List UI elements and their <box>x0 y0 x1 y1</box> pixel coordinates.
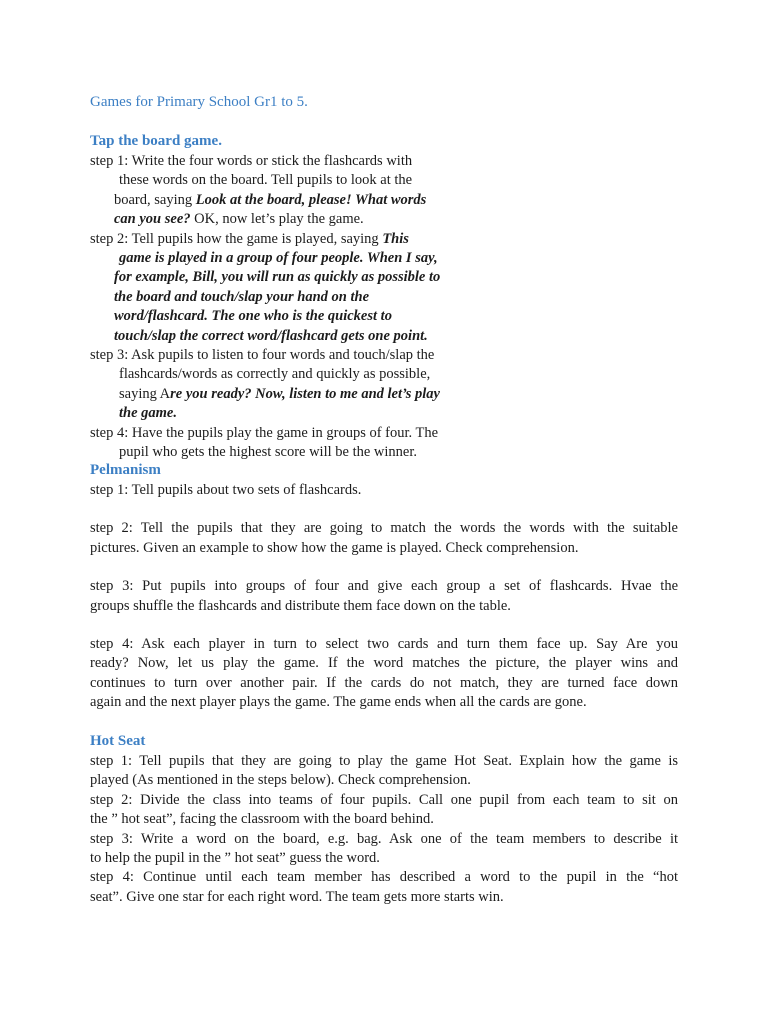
pelmanism-step-4-line-2: ready? Now, let us play the game. If the word matches the picture, the player wins and <box>90 655 678 672</box>
hot-seat-step-3 <box>90 830 678 869</box>
hot-seat-step-3-line-1: step 3: Write a word on the board, e.g. bag. Ask one of the team members to describe it <box>90 830 678 847</box>
hot-seat-step-1-line-1: step 1: Tell pupils that they are going to play the game Hot Seat. Explain how the game is <box>90 753 678 769</box>
pelmanism-step-1: step 1: Tell pupils about two sets of flashcards. <box>90 482 362 498</box>
tap-step-3-line-4: the game. <box>119 405 177 422</box>
tap-step-2 <box>90 230 678 346</box>
tap-step-1-quote-end: can you see? <box>114 211 191 228</box>
pelmanism-step-4-line-1: step 4: Ask each player in turn to select two cards and turn them face up. Say Are you <box>90 636 678 653</box>
hot-seat-step-4 <box>90 868 678 907</box>
hot-seat-step-1 <box>90 752 678 791</box>
pelmanism-step-2-line-1: step 2: Tell the pupils that they are going to match the words the words with the suitable <box>90 520 678 537</box>
tap-step-3-quote: re you ready? Now, listen to me and let’s play <box>170 385 440 402</box>
tap-step-2-line-4: the board and touch/slap your hand on the <box>114 288 370 305</box>
tap-step-2-line-2: game is played in a group of four people. When I say, <box>119 250 438 267</box>
tap-step-4-line-2: pupil who gets the highest score will be the winner. <box>119 444 418 461</box>
heading-tap-the-board: Tap the board game. <box>90 133 222 149</box>
tap-step-2-quote-start: This <box>382 230 409 247</box>
tap-step-2-text: step 2: Tell pupils how the game is played, saying <box>90 230 383 247</box>
tap-step-2-line-6: touch/slap the correct word/flashcard gets one point. <box>114 327 428 344</box>
pelmanism-step-4 <box>90 635 678 713</box>
tap-step-1-quote: Look at the board, please! What words <box>195 191 427 208</box>
tap-step-3-text: saying A <box>119 385 171 402</box>
tap-step-1-line-4 <box>90 210 678 229</box>
tap-step-2-line-5: word/flashcard. The one who is the quickest to <box>114 308 392 325</box>
hot-seat-step-2-line-1: step 2: Divide the class into teams of four pupils. Call one pupil from each team to sit on <box>90 791 678 808</box>
hot-seat-step-4-line-1: step 4: Continue until each team member has described a word to the pupil in the “hot <box>90 869 678 886</box>
heading-hot-seat: Hot Seat <box>90 733 146 749</box>
tap-step-1-text: board, saying <box>114 191 196 208</box>
pelmanism-step-3 <box>90 577 678 616</box>
heading-pelmanism: Pelmanism <box>90 462 161 478</box>
tap-step-4-line-1: step 4: Have the pupils play the game in groups of four. The <box>90 424 439 441</box>
tap-step-2-line-1 <box>90 230 678 249</box>
hot-seat-step-2-line-2: the ” hot seat”, facing the classroom with the board behind. <box>90 811 434 828</box>
section-tap-the-board <box>90 152 678 463</box>
hot-seat-step-3-line-2: to help the pupil in the ” hot seat” guess the word. <box>90 850 380 867</box>
pelmanism-step-4-line-3: continues to turn over another pair. If the cards do not match, they are turned face down <box>90 674 678 691</box>
section-pelmanism <box>90 481 678 713</box>
tap-step-3-line-1: step 3: Ask pupils to listen to four words and touch/slap the <box>90 347 435 364</box>
hot-seat-step-1-line-2: played (As mentioned in the steps below). Check comprehension. <box>90 772 471 789</box>
pelmanism-step-4-line-4: again and the next player plays the game. The game ends when all the cards are gone. <box>90 694 587 711</box>
tap-step-1-line-2: these words on the board. Tell pupils to look at the <box>119 172 413 189</box>
tap-step-1-line-1: step 1: Write the four words or stick the flashcards with <box>90 153 413 169</box>
pelmanism-step-2 <box>90 519 678 558</box>
hot-seat-step-4-line-2: seat”. Give one star for each right word. The team gets more starts win. <box>90 888 504 905</box>
tap-step-2-line-3: for example, Bill, you will run as quickly as possible to <box>114 269 441 286</box>
tap-step-1 <box>90 152 678 230</box>
pelmanism-step-3-line-1: step 3: Put pupils into groups of four and give each group a set of flashcards. Hvae the <box>90 578 678 595</box>
tap-step-3 <box>90 346 678 424</box>
pelmanism-step-3-line-2: groups shuffle the flashcards and distribute them face down on the table. <box>90 597 511 614</box>
document-title: Games for Primary School Gr1 to 5. <box>90 94 308 110</box>
tap-step-1-line-3 <box>90 191 678 210</box>
pelmanism-step-2-line-2: pictures. Given an example to show how the game is played. Check comprehension. <box>90 539 579 556</box>
tap-step-1-text-end: OK, now let’s play the game. <box>190 211 364 228</box>
tap-step-3-line-3 <box>90 385 678 404</box>
tap-step-4 <box>90 424 678 463</box>
tap-step-3-line-2: flashcards/words as correctly and quickly as possible, <box>119 366 431 383</box>
hot-seat-step-2 <box>90 791 678 830</box>
section-hot-seat <box>90 752 678 907</box>
